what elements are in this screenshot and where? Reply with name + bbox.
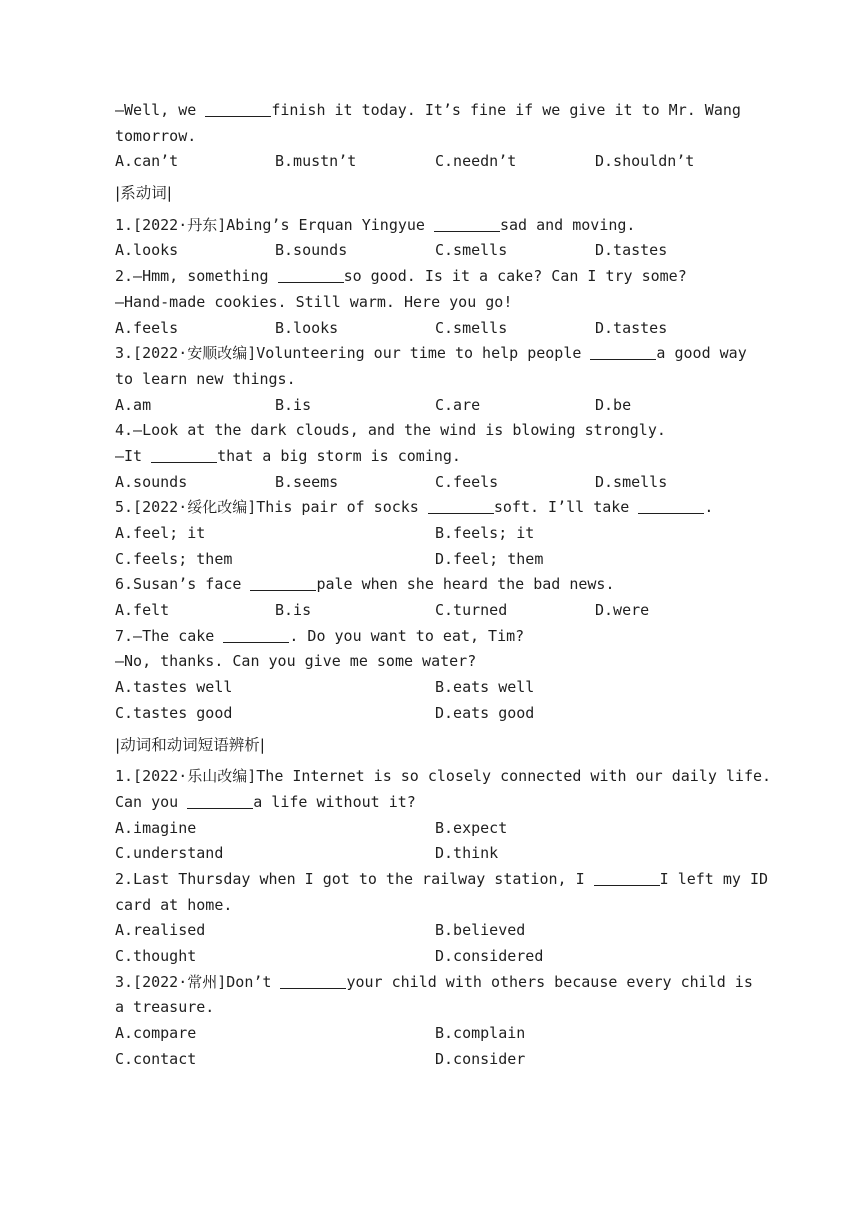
option-d: D.consider bbox=[435, 1049, 526, 1068]
answer-blank bbox=[434, 216, 500, 232]
option-d: D.eats good bbox=[435, 703, 535, 722]
worksheet-page bbox=[115, 98, 772, 1072]
options-row bbox=[115, 841, 755, 867]
option-c: C.contact bbox=[115, 1049, 197, 1068]
option-d: D.smells bbox=[595, 472, 668, 491]
option-a: A.looks bbox=[115, 241, 179, 260]
options-row bbox=[115, 1021, 755, 1047]
question-line: a treasure. bbox=[115, 998, 215, 1017]
option-b: B.seems bbox=[275, 472, 339, 491]
option-a: A.felt bbox=[115, 601, 170, 620]
option-b: B.expect bbox=[435, 818, 508, 837]
question-7: 7.—The cake . Do you want to eat, Tim? bbox=[115, 626, 525, 645]
option-a: A.compare bbox=[115, 1024, 197, 1043]
option-c: C.thought bbox=[115, 947, 197, 965]
option-a: A.realised bbox=[115, 921, 206, 940]
option-d: D.tastes bbox=[595, 318, 668, 337]
question-line: —No, thanks. Can you give me some water? bbox=[115, 652, 477, 671]
section-title-verb-phrases: |动词和动词短语辨析| bbox=[115, 735, 265, 754]
question-line: card at home. bbox=[115, 895, 233, 914]
options-row bbox=[115, 316, 755, 342]
option-b: B.mustn’t bbox=[275, 152, 357, 171]
option-c: C.feels; them bbox=[115, 549, 233, 568]
options-row bbox=[115, 816, 755, 842]
options-row bbox=[115, 918, 755, 944]
answer-blank bbox=[428, 498, 494, 514]
answer-blank bbox=[151, 447, 217, 463]
option-c: C.feels bbox=[435, 472, 499, 491]
answer-blank bbox=[223, 627, 289, 643]
option-b: B.eats well bbox=[435, 678, 535, 697]
question-line: to learn new things. bbox=[115, 369, 296, 388]
answer-blank bbox=[280, 973, 346, 989]
question-5: 5.[2022·绥化改编]This pair of socks soft. I’ll take . bbox=[115, 498, 714, 517]
option-b: B.is bbox=[275, 395, 312, 414]
option-d: D.think bbox=[435, 844, 499, 863]
question-line: —Hand-made cookies. Still warm. Here you go! bbox=[115, 292, 513, 311]
option-d: D.shouldn’t bbox=[595, 152, 695, 171]
answer-blank bbox=[250, 575, 316, 591]
option-a: A.sounds bbox=[115, 472, 188, 491]
option-b: B.feels; it bbox=[435, 524, 535, 542]
option-d: D.be bbox=[595, 395, 632, 414]
answer-blank bbox=[594, 870, 660, 886]
section-title-linking-verbs: |系动词| bbox=[115, 184, 172, 203]
option-d: D.feel; them bbox=[435, 549, 544, 568]
answer-blank bbox=[638, 498, 704, 514]
options-row bbox=[115, 547, 755, 573]
option-a: A.tastes well bbox=[115, 678, 233, 697]
options-row bbox=[115, 598, 755, 624]
options-row bbox=[115, 1047, 755, 1073]
options-row bbox=[115, 470, 755, 496]
option-d: D.considered bbox=[435, 947, 544, 965]
question-2: 2.—Hmm, something so good. Is it a cake? Can I try some? bbox=[115, 267, 687, 286]
option-c: C.tastes good bbox=[115, 703, 233, 722]
question-line: Can you a life without it? bbox=[115, 792, 416, 811]
option-d: D.tastes bbox=[595, 241, 668, 260]
option-c: C.turned bbox=[435, 601, 508, 620]
option-b: B.believed bbox=[435, 921, 526, 940]
option-a: A.can’t bbox=[115, 152, 179, 171]
option-b: B.complain bbox=[435, 1024, 526, 1043]
question-2: 2.Last Thursday when I got to the railway station, I I left my ID bbox=[115, 869, 769, 888]
question-1: 1.[2022·丹东]Abing’s Erquan Yingyue sad and moving. bbox=[115, 215, 636, 234]
option-c: C.understand bbox=[115, 844, 224, 863]
options-row bbox=[115, 675, 755, 701]
question-6: 6.Susan’s face pale when she heard the bad news. bbox=[115, 575, 615, 594]
option-c: C.needn’t bbox=[435, 152, 517, 171]
options-row bbox=[115, 238, 755, 264]
question-1: 1.[2022·乐山改编]The Internet is so closely connected with our daily life. bbox=[115, 767, 772, 786]
option-a: A.feel; it bbox=[115, 524, 206, 542]
question-line: —It that a big storm is coming. bbox=[115, 446, 461, 465]
answer-blank bbox=[205, 101, 271, 117]
option-a: A.am bbox=[115, 395, 152, 414]
option-d: D.were bbox=[595, 601, 650, 620]
option-a: A.imagine bbox=[115, 818, 197, 837]
question-4: 4.—Look at the dark clouds, and the wind is blowing strongly. bbox=[115, 421, 666, 440]
options-row bbox=[115, 393, 755, 419]
question-3: 3.[2022·常州]Don’t your child with others because every child is bbox=[115, 972, 753, 991]
question-line: tomorrow. bbox=[115, 126, 197, 145]
option-b: B.looks bbox=[275, 318, 339, 337]
answer-blank bbox=[590, 344, 656, 360]
option-a: A.feels bbox=[115, 318, 179, 337]
answer-blank bbox=[187, 793, 253, 809]
options-row bbox=[115, 149, 755, 175]
option-b: B.is bbox=[275, 601, 312, 620]
options-row bbox=[115, 521, 755, 547]
answer-blank bbox=[278, 267, 344, 283]
question-line: —Well, we finish it today. It’s fine if we give it to Mr. Wang bbox=[115, 101, 741, 119]
options-row bbox=[115, 701, 755, 727]
option-b: B.sounds bbox=[275, 241, 348, 260]
option-c: C.smells bbox=[435, 241, 508, 260]
question-3: 3.[2022·安顺改编]Volunteering our time to help people a good way bbox=[115, 344, 747, 363]
option-c: C.are bbox=[435, 395, 481, 414]
options-row bbox=[115, 944, 755, 970]
option-c: C.smells bbox=[435, 318, 508, 337]
